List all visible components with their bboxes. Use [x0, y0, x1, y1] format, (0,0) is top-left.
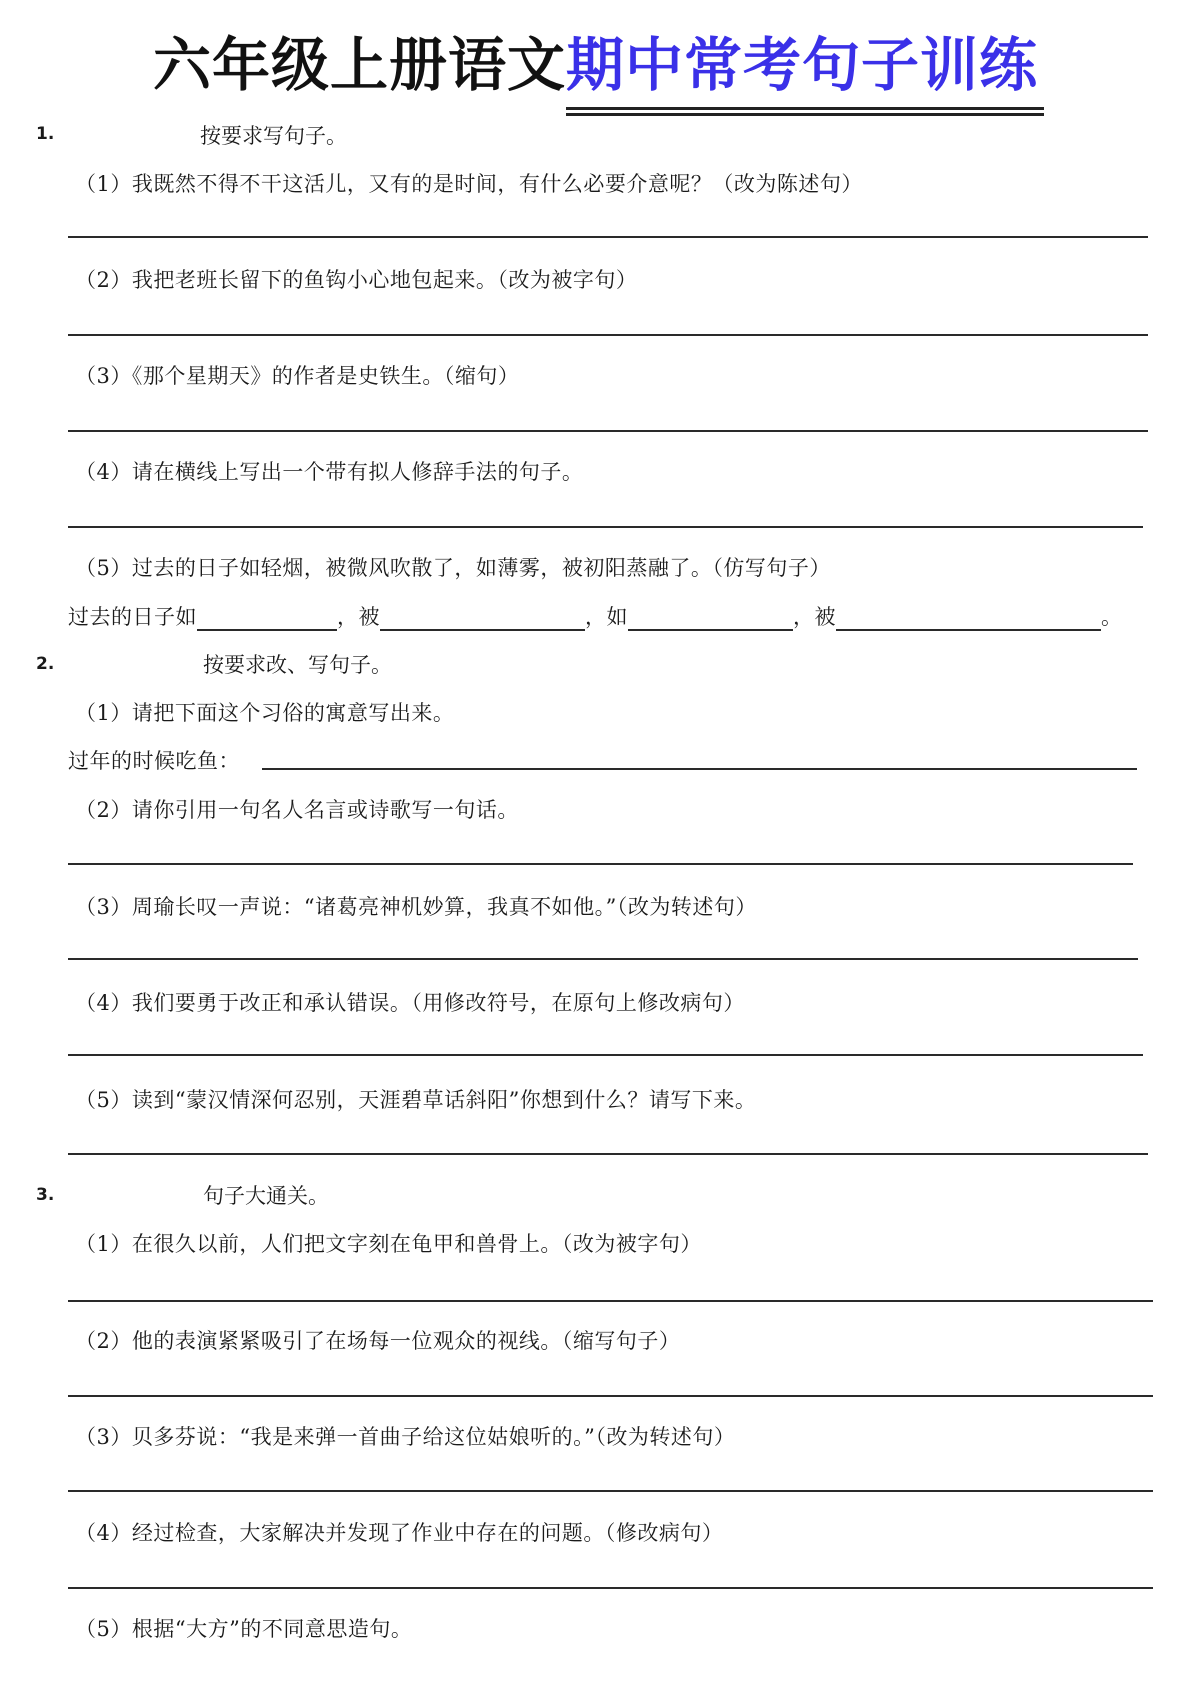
question-3-4: （4）经过检查，大家解决并发现了作业中存在的问题。（修改病句） — [75, 1521, 724, 1545]
question-1-2: （2）我把老班长留下的鱼钩小心地包起来。（改为被字句） — [75, 268, 638, 292]
fill-end: 。 — [1101, 605, 1123, 629]
title-black-part: 六年级上册语文 — [152, 31, 566, 99]
section-3-heading: 句子大通关。 — [203, 1184, 329, 1208]
question-2-1: （1）请把下面这个习俗的寓意写出来。 — [75, 701, 455, 725]
question-2-2: （2）请你引用一句名人名言或诗歌写一句话。 — [75, 798, 519, 822]
answer-line-2-3[interactable] — [68, 958, 1138, 960]
question-1-3: （3）《那个星期天》的作者是史铁生。（缩句） — [75, 364, 520, 388]
fill-blank-1[interactable] — [197, 609, 337, 631]
answer-line-2-1[interactable] — [262, 768, 1137, 770]
answer-line-2-5[interactable] — [68, 1153, 1148, 1155]
fill-blank-2[interactable] — [380, 609, 585, 631]
fill-part-4: ，被 — [793, 605, 836, 629]
fill-in-sentence — [68, 601, 1123, 631]
fill-blank-4[interactable] — [836, 609, 1101, 631]
question-3-2: （2）他的表演紧紧吸引了在场每一位观众的视线。（缩写句子） — [75, 1329, 681, 1353]
question-1-1: （1）我既然不得不干这活儿，又有的是时间，有什么必要介意呢？（改为陈述句） — [75, 172, 863, 196]
answer-line-2-4[interactable] — [68, 1054, 1143, 1056]
question-3-3: （3）贝多芬说：“我是来弹一首曲子给这位姑娘听的。”（改为转述句） — [75, 1425, 736, 1449]
title-blue-part: 期中常考句子训练 — [566, 31, 1039, 99]
fill-blank-3[interactable] — [628, 609, 793, 631]
question-2-3: （3）周瑜长叹一声说：“诸葛亮神机妙算，我真不如他。”（改为转述句） — [75, 895, 757, 919]
question-2-5: （5）读到“蒙汉情深何忍别，天涯碧草话斜阳”你想到什么？请写下来。 — [75, 1088, 757, 1112]
question-2-1-prompt: 过年的时候吃鱼： — [68, 749, 240, 773]
answer-line-2-2[interactable] — [68, 863, 1133, 865]
answer-line-3-2[interactable] — [68, 1395, 1153, 1397]
question-3-1: （1）在很久以前，人们把文字刻在龟甲和兽骨上。（改为被字句） — [75, 1232, 702, 1256]
question-1-4: （4）请在横线上写出一个带有拟人修辞手法的句子。 — [75, 460, 584, 484]
answer-line-3-1[interactable] — [68, 1300, 1153, 1302]
answer-line-1-2[interactable] — [68, 334, 1148, 336]
answer-line-3-4[interactable] — [68, 1587, 1153, 1589]
section-2-number: 2. — [36, 654, 55, 674]
answer-line-1-3[interactable] — [68, 430, 1148, 432]
section-1-number: 1. — [36, 124, 55, 144]
question-3-5: （5）根据“大方”的不同意思造句。 — [75, 1617, 413, 1641]
section-1-heading: 按要求写句子。 — [200, 124, 347, 148]
fill-part-3: ，如 — [585, 605, 628, 629]
fill-part-1: 过去的日子如 — [68, 605, 197, 629]
section-3-number: 3. — [36, 1185, 55, 1205]
fill-part-2: ，被 — [337, 605, 380, 629]
answer-line-1-1[interactable] — [68, 236, 1148, 238]
question-1-5: （5）过去的日子如轻烟，被微风吹散了，如薄雾，被初阳蒸融了。（仿写句子） — [75, 556, 831, 580]
answer-line-3-3[interactable] — [68, 1490, 1153, 1492]
answer-line-1-4[interactable] — [68, 526, 1143, 528]
page-title — [0, 30, 1191, 100]
question-2-4: （4）我们要勇于改正和承认错误。（用修改符号，在原句上修改病句） — [75, 991, 745, 1015]
section-2-heading: 按要求改、写句子。 — [203, 653, 392, 677]
